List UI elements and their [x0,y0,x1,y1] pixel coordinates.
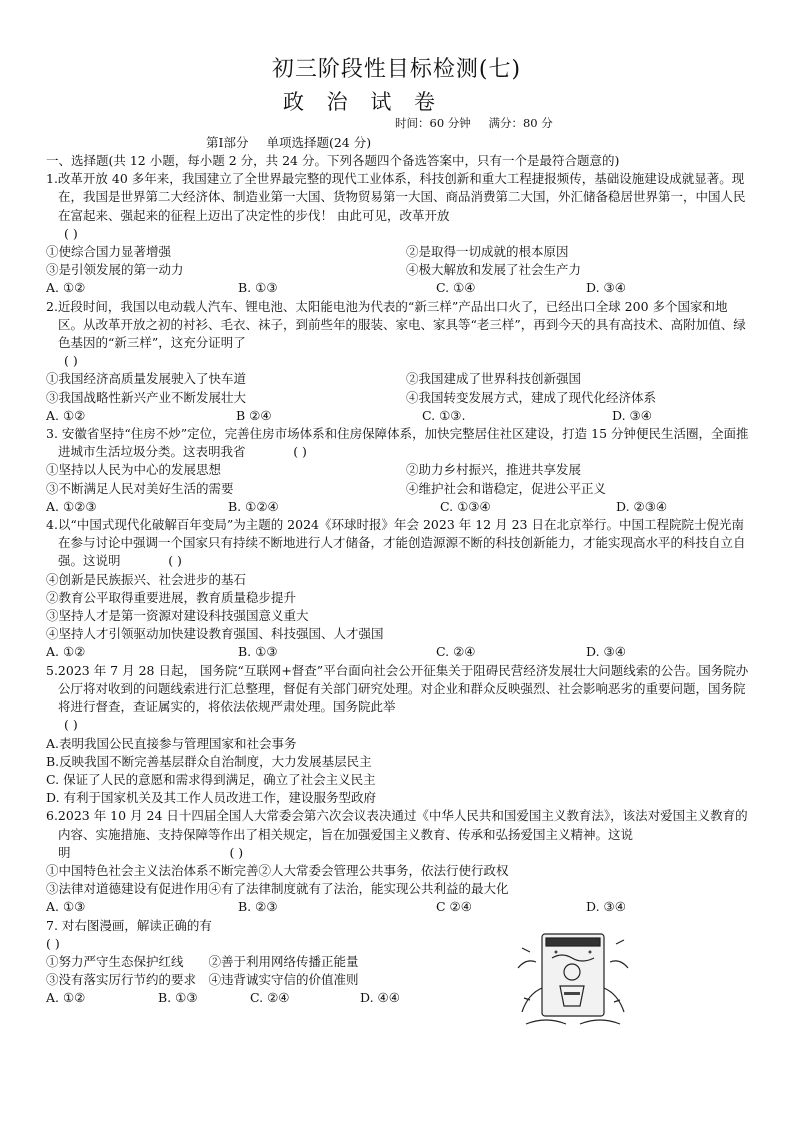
statement: ④我国转变发展方式，建成了现代化经济体系 [406,389,657,405]
question-2 [46,298,752,425]
choice-b: B. ①③ [158,990,198,1006]
choice-d: D. ②③④ [616,498,668,514]
exam-score: 满分：80 分 [488,116,553,130]
choice-a: A. ①③ [46,899,86,915]
choice-list [46,898,752,916]
question-stem: 2.近段时间，我国以电动载人汽车、锂电池、太阳能电池为代表的“新三样”产品出口火了，已经出口全球 200 多个国家和地区。从改革开放之初的衬衫、毛衣、袜子，到前些年的服装、家电、家具等“老三样”，再到今天的具有高技术、高附加值、绿色基因的“新三样”，这充分证明了 [46,298,746,351]
statement-line: ③没有落实厉行节约的要求 ④违背诚实守信的价值准则 [46,972,359,988]
statement: ③不断满足人民对美好生活的需要 [46,480,234,496]
statement-line: ①努力严守生态保护红线 ②善于利用网络传播正能量 [46,953,359,969]
answer-blank: ( ) [64,353,78,369]
statement: ①我国经济高质量发展驶入了快车道 [46,371,247,387]
statement-line: ③法律对道德建设有促进作用④有了法律制度就有了法治，能实现公共利益的最大化 [46,881,509,897]
answer-blank: ( ) [64,717,78,733]
question-stem: 7. 对右图漫画，解读正确的有 [46,917,212,933]
question-stem [46,807,752,862]
choice-b: B. ②③ [238,899,278,915]
choice-b: B. ①③ [238,644,278,660]
question-stem: 5.2023 年 7 月 28 日起， 国务院“互联网+督查”平台面向社会公开征集关于阻碍民营经济发展壮大问题线索的公告。国务院办公厅将对收到的问题线索进行汇总整理，督促有关部门研究处理。对企业和群众反映强烈、社会影响恶劣的重要问题，国务院将进行督查，查证属实的，将依法依规严肃处理。国务院此举 [46,662,749,715]
choice-d: D. ③④ [586,899,626,915]
statement: ②我国建成了世界科技创新强国 [406,371,582,387]
choice-c: C. ①③. [422,407,466,423]
choice-b: B. ①②④ [228,498,279,514]
choice-list [46,407,752,425]
question-3 [46,425,752,516]
cartoon-illustration [512,928,634,1030]
choice-a: A.表明我国公民直接参与管理国家和社会事务 [46,735,297,751]
choice-list [46,498,752,516]
section-intro: 一、选择题(共 12 小题，每小题 2 分，共 24 分。下列各题四个备选答案中，只有一个是最符合题意的) [46,153,620,168]
statement: ②是取得一切成就的根本原因 [406,244,569,260]
choice-c: C. ①③④ [440,498,491,514]
choice-d: D. ③④ [612,407,652,423]
part-description: 单项选择题(24 分) [266,135,372,150]
choice-b: B. ①③ [238,280,278,296]
choice-c: C. ②④ [250,990,290,1006]
choice-d: D. ④④ [360,990,400,1006]
statement: ③我国战略性新兴产业不断发展壮大 [46,389,247,405]
choice-a: A. ①② [46,407,86,423]
choice-d: D. ③④ [586,280,626,296]
statement: ③坚持人才是第一资源对建设科技强国意义重大 [46,608,309,624]
choice-list [46,989,466,1007]
question-stem: 1.改革开放 40 多年来，我国建立了全世界最完整的现代工业体系，科技创新和重大工程捷报频传，基础设施建设成就显著。现在，我国是世界第二大经济体、制造业第一大国、货物贸易第一大国、商品消费第二大国，外汇储备稳居世界第一，中国人民在富起来、强起来的征程上迈出了决定性的步伐！ 由此可见，改革开放 [46,171,746,223]
statement: ②助力乡村振兴，推进共享发展 [406,462,582,478]
statement: ④创新是民族振兴、社会进步的基石 [46,571,247,587]
choice-a: A. ①②③ [46,498,97,514]
exam-time: 时间：60 分钟 [395,116,471,130]
answer-blank: ( ) [64,225,78,241]
choice-d: D. 有利于国家机关及其工作人员改进工作，建设服务型政府 [46,790,377,806]
answer-blank: ( ) [46,935,60,951]
stem-text: 3. 安徽省坚持“住房不炒”定位，完善住房市场体系和住房保障体系，加快完整居住社区建设，打造 15 分钟便民生活圈，全面推进城市生活垃圾分类。这表明我省 [46,426,749,460]
choice-a: A. ①② [46,644,86,660]
choice-c: C. ①④ [436,280,476,296]
choice-a: A. ①② [46,990,86,1006]
statement: ③是引领发展的第一动力 [46,262,184,278]
question-6 [46,807,752,916]
choice-b: B ②④ [236,407,272,423]
statement-list [46,243,752,279]
questions-body [46,152,752,1008]
statement: ④维护社会和谐稳定，促进公平正义 [406,480,607,496]
choice-list [46,279,752,297]
choice-c: C ②④ [436,899,472,915]
statement-line: ①中国特色社会主义法治体系不断完善②人大常委会管理公共事务，依法行使行政权 [46,862,509,878]
question-4 [46,516,752,662]
choice-d: D. ③④ [586,644,626,660]
question-1 [46,170,752,297]
choice-list [46,643,752,661]
exam-title: 初三阶段性目标检测(七) [271,57,522,82]
part-heading [206,133,385,151]
question-7 [46,917,466,1008]
answer-blank: ( ) [293,444,307,460]
choice-b: B.反映我国不断完善基层群众自治制度，大力发展基层民主 [46,753,372,769]
question-stem [46,425,752,461]
stem-text: 6.2023 年 10 月 24 日十四届全国人大常委会第六次会议表决通过《中华人民共和国爱国主义教育法》，该法对爱国主义教育的内容、实施措施、支持保障等作出了相关规定，旨在加强爱国主义教育、传承和弘扬爱国主义精神。这说明 [46,808,748,860]
question-stem [46,516,752,571]
answer-blank: ( ) [168,553,182,569]
statement: ④坚持人才引领驱动加快建设教育强国、科技强国、人才强国 [46,626,384,642]
choice-a: A. ①② [46,280,86,296]
choice-c: C. ②④ [436,644,476,660]
statement-list [46,370,752,406]
exam-meta [395,115,567,131]
answer-blank: ( ) [229,844,244,860]
statement-list [46,461,752,497]
statement: ①使综合国力显著增强 [46,244,172,260]
choice-c: C. 保证了人民的意愿和需求得到满足，确立了社会主义民主 [46,771,376,787]
exam-subject: 政 治 试 卷 [283,90,444,114]
part-label: 第Ⅰ部分 [206,135,249,150]
statement: ②教育公平取得重要进展，教育质量稳步提升 [46,589,297,605]
statement: ①坚持以人民为中心的发展思想 [46,462,222,478]
question-5 [46,662,752,808]
statement: ④极大解放和发展了社会生产力 [406,262,582,278]
stem-text: 4.以“中国式现代化破解百年变局”为主题的 2024《环球时报》年会 2023 年 12 月 23 日在北京举行。中国工程院院士倪光南在参与讨论中强调一个国家只有持续不断地进行人才储备，才能创造源源不断的科技创新能力，才能实现高水平的科技自立自强。这说明 [46,517,746,569]
